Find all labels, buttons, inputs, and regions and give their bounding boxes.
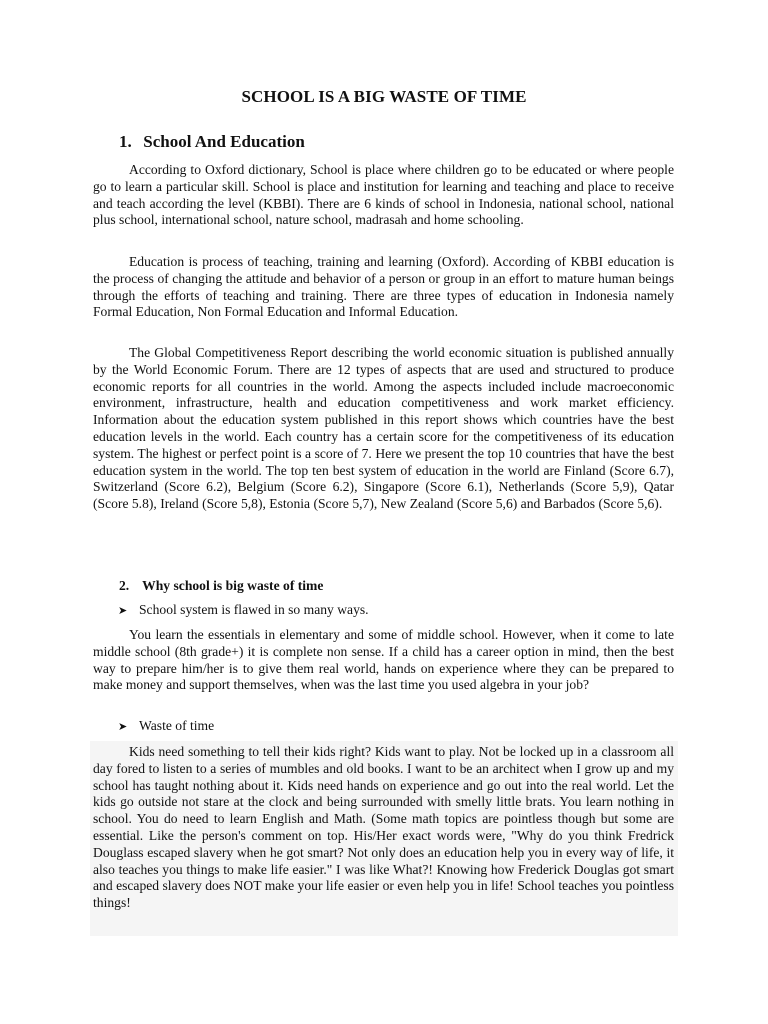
section-1-heading	[119, 132, 305, 152]
arrow-bullet-icon: ➤	[118, 720, 128, 733]
section-1-number: 1.	[119, 132, 132, 151]
section-2-number: 2.	[119, 578, 130, 593]
bullet-text: School system is flawed in so many ways.	[139, 602, 369, 617]
section-1-paragraph-1: According to Oxford dictionary, School is place where children go to be educated or where people go to learn a particular skill. School is place and institution for learning and teaching and place to receive and teach according the level (KBBI). There are 6 kinds of school in Indonesia, national school, national plus school, international school, nature school, madrasah and home schooling.	[93, 162, 674, 228]
bullet-text: Waste of time	[139, 718, 215, 733]
section-2-heading	[119, 578, 323, 594]
section-1-paragraph-2: Education is process of teaching, training and learning (Oxford). According of KBBI education is the process of changing the attitude and behavior of a person or group in an effort to mature human beings through the efforts of teaching and training. There are three types of education in Indonesia namely Formal Education, Non Formal Education and Informal Education.	[93, 254, 674, 320]
section-2-paragraph-1: You learn the essentials in elementary and some of middle school. However, when it come to late middle school (8th grade+) it is complete non sense. If a child has a career option in mind, then the best way to prepare him/her is to give them real world, hands on experience where they can be prepared to make money and support themselves, when was the last time you used algebra in your job?	[93, 627, 674, 693]
section-2-heading-text: Why school is big waste of time	[142, 578, 324, 593]
section-1-paragraph-3: The Global Competitiveness Report describing the world economic situation is published annually by the World Economic Forum. There are 12 types of aspects that are used and structured to produce economic reports for all countries in the world. Among the aspects included include macroeconomic environment, infrastructure, health and education competitiveness and work market efficiency. Information about the education system published in this report shows which countries have the best education levels in the world. Each country has a certain score for the competitiveness of its education system. The highest or perfect point is a score of 7. Here we present the top 10 countries that have the best education system in the world. The top ten best system of education in the world are Finland (Score 6.7), Switzerland (Score 6.2), Belgium (Score 6.2), Singapore (Score 6.1), Netherlands (Score 5,9), Qatar (Score 5.8), Ireland (Score 5,8), Estonia (Score 5,7), New Zealand (Score 5,6) and Barbados (Score 5,6).	[93, 345, 674, 512]
section-2-paragraph-2: Kids need something to tell their kids right? Kids want to play. Not be locked up in a classroom all day fored to listen to a series of mumbles and old books. I want to be an architect when I grow up and my school has taught nothing about it. Kids need hands on experience and go out into the real world. Let the kids go outside not stare at the clock and being surrounded with smelly little brats. You learn nothing in school. You do need to learn English and Math. (Some math topics are pointless though but some are essential. Like the person's comment on top. His/Her exact words were, "Why do you think Fredrick Douglass escaped slavery when he got smart? Not only does an education help you in every way of life, it also teaches you things to make life easier." I was like What?! Knowing how Frederick Douglas got smart and escaped slavery does NOT make your life easier or even help you in life! School teaches you pointless things!	[93, 744, 674, 911]
bullet-item-flawed-system	[118, 602, 369, 618]
document-title: SCHOOL IS A BIG WASTE OF TIME	[241, 87, 527, 106]
section-1-heading-text: School And Education	[143, 132, 305, 151]
bullet-item-waste-of-time	[118, 718, 214, 734]
arrow-bullet-icon: ➤	[118, 604, 128, 617]
